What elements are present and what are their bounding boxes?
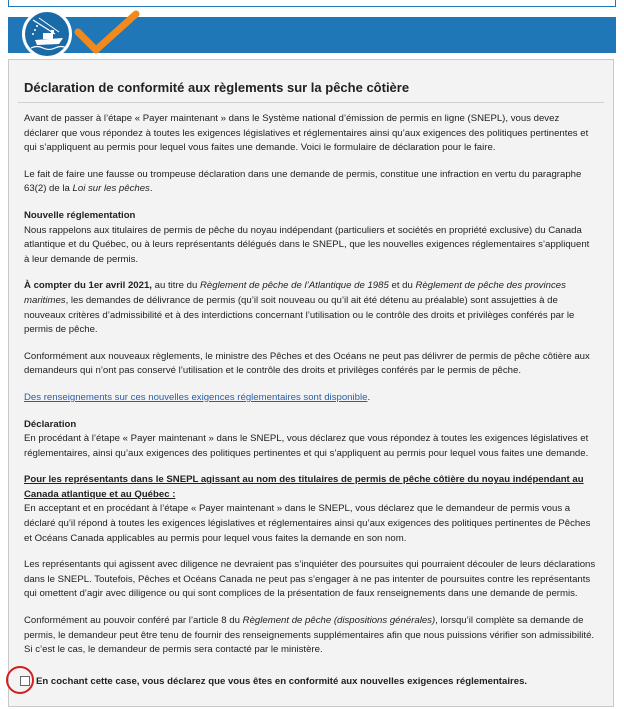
representatives-section — [24, 473, 596, 546]
act-title: Loi sur les pêches — [72, 183, 150, 195]
section-heading: Déclaration — [24, 418, 77, 430]
effective-date: À compter du 1er avril 2021, — [24, 280, 152, 292]
text-segment: . — [149, 183, 153, 195]
regulation-info-link[interactable]: Des renseignements sur ces nouvelles exigences réglementaires sont disponible — [24, 391, 368, 403]
checkmark-icon — [72, 8, 142, 58]
additional-info-paragraph — [24, 614, 596, 658]
section-text: En acceptant et en procédant à l’étape « Payer maintenant » dans le SNEPL, vous déclarez que le demandeur de permis vous a déclaré qu’il répond à toutes les exigences législatives et réglementaires ainsi qu’aux exigences des politiques pertinentes de Pêches et Océans Canada applicables au permis pour lequel vous faites la demande en son nom. — [24, 503, 591, 544]
info-link-paragraph — [24, 391, 596, 406]
compliance-checkbox[interactable] — [20, 676, 30, 686]
text-segment: , lorsqu’il complète sa demande de permis, le demandeur peut être tenu de fournir des renseignements supplémentaires afin que nous puissions vérifier son admissibilité. Si c’est le cas, le demandeur de permis sera contacté par le ministère. — [24, 615, 595, 656]
effective-date-paragraph — [24, 279, 596, 337]
text-segment: et du — [388, 280, 416, 292]
text-segment: . — [367, 391, 371, 403]
page-title: Déclaration de conformité aux règlements sur la pêche côtière — [24, 80, 410, 95]
compliance-checkbox-row[interactable] — [14, 670, 604, 692]
minister-paragraph: Conformément aux nouveaux règlements, le ministre des Pêches et des Océans ne peut pas délivrer de permis de pêche côtière aux demandeurs qui n’ont pas conservé l’utilisation et le contrôle des droits et privilèges conférés par le permis de pêche. — [24, 350, 590, 377]
diligence-paragraph: Les représentants qui agissent avec diligence ne devraient pas s’inquiéter des poursuites qui pourraient découler de leurs déclarations dans le SNEPL. Toutefois, Pêches et Océans Canada ne peut pas s’engager à ne pas intenter de poursuites contre les représentants qui omettent d’agir avec diligence ou qui sont complices de la présentation de faux renseignements dans une demande de permis. — [24, 559, 596, 600]
declaration-section — [24, 418, 596, 462]
text-segment: Le fait de faire une fausse ou trompeuse déclaration dans une demande de permis, constitue une infraction en vertu du paragraphe 63(2) de la — [24, 168, 582, 195]
intro-paragraph: Avant de passer à l’étape « Payer maintenant » dans le Système national d’émission de permis en ligne (SNEPL), vous devez déclarer que vous répondez à toutes les exigences législatives et réglementaires ainsi qu’aux exigences des politiques pertinentes et qui s’appliquent au permis pour lequel vous faites une demande. Voici le formulaire de déclaration pour le faire. — [24, 113, 589, 154]
title-divider — [18, 102, 604, 103]
new-regulation-section — [24, 209, 596, 267]
top-frame-border — [8, 0, 616, 7]
false-declaration-paragraph — [24, 168, 596, 197]
text-segment: Conformément au pouvoir conféré par l’article 8 du — [24, 615, 243, 627]
compliance-checkbox-label[interactable]: En cochant cette case, vous déclarez que vous êtes en conformité aux nouvelles exigences réglementaires. — [36, 675, 528, 687]
fishing-boat-icon — [22, 9, 72, 59]
regulation-title: Règlement de pêche des provinces maritimes — [24, 280, 566, 306]
section-text: Nous rappelons aux titulaires de permis de pêche du noyau indépendant (particuliers et sociétés en propriété exclusive) du Canada atlantique et du Québec, ou à leurs représentants délégués dans le SNEPL, que les nouvelles exigences réglementaires s’appliquent à leur demande de permis. — [24, 224, 590, 265]
section-text: En procédant à l’étape « Payer maintenant » dans le SNEPL, vous déclarez que vous répondez à toutes les exigences législatives et réglementaires, ainsi qu’aux exigences des politiques pertinentes et qui s’appliquent au permis pour lequel vous faites une demande. — [24, 433, 589, 459]
section-heading: Pour les représentants dans le SNEPL agissant au nom des titulaires de permis de pêche côtière du noyau indépendant au Canada atlantique et au Québec : — [24, 474, 584, 500]
section-heading: Nouvelle réglementation — [24, 209, 136, 221]
text-segment: , les demandes de délivrance de permis (qu’il soit nouveau ou qu’il ait été détenu au préalable) sont assujetties à de nouveaux critères d’admissibilité et à des interdictions concernant l’utilisation ou le contrôle des droits et privilèges conférés par le permis de pêche. — [24, 294, 575, 336]
declaration-content — [24, 112, 596, 670]
text-segment: au titre du — [151, 280, 200, 292]
regulation-title: Règlement de pêche de l’Atlantique de 1985 — [199, 280, 389, 292]
regulation-title: Règlement de pêche (dispositions générales) — [242, 615, 436, 627]
